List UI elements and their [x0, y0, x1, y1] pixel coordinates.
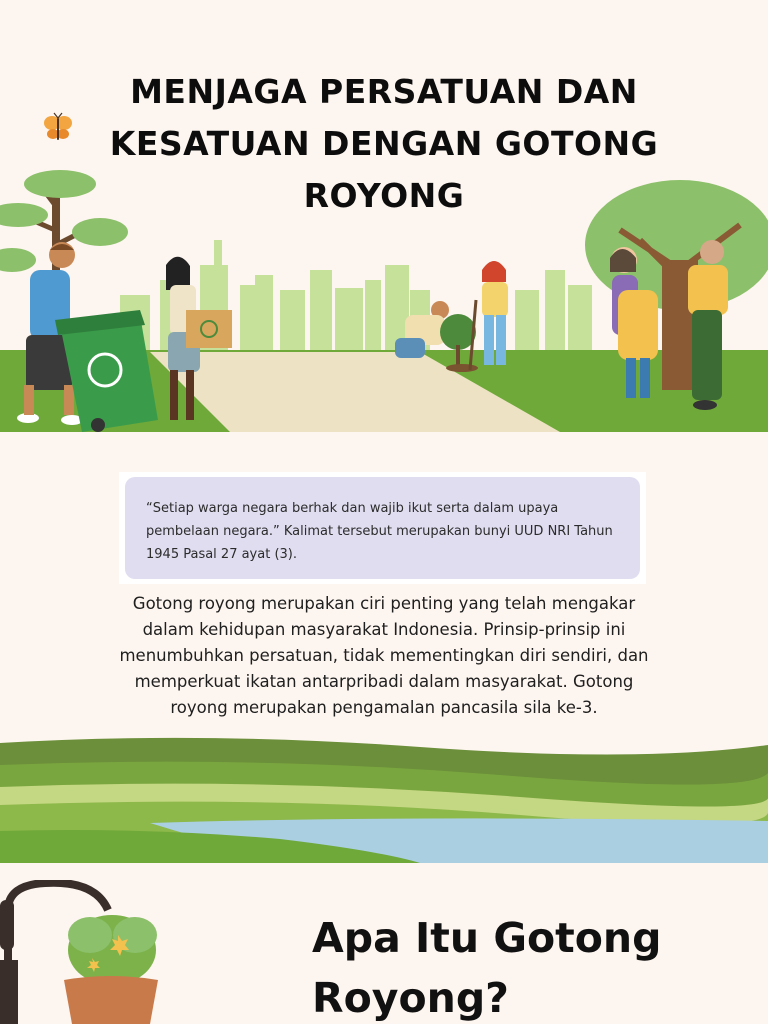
landscape-illustration	[0, 735, 768, 863]
quote-text: “Setiap warga negara berhak dan wajib ikut serta dalam upaya pembelaan negara.” Kalimat tersebut merupakan bunyi UUD NRI Tahun 1945 Pasal 27 ayat (3).	[125, 477, 640, 579]
quote-card	[119, 472, 646, 584]
man-picking	[688, 240, 728, 410]
intro-paragraph: Gotong royong merupakan ciri penting yang telah mengakar dalam kehidupan masyarakat Indonesia. Prinsip-prinsip ini menumbuhkan persatuan, tidak mementingkan diri sendiri, dan memperkuat ikatan antarpribadi dalam masyarakat. Gotong royong merupakan pengamalan pancasila sila ke-3.	[119, 594, 649, 717]
hero-illustration	[0, 170, 768, 432]
section-title: Apa Itu Gotong Royong?	[312, 914, 662, 1022]
page-title: MENJAGA PERSATUAN DAN KESATUAN DENGAN GOTONG ROYONG	[109, 72, 659, 215]
lamp-and-plant	[0, 880, 180, 1024]
